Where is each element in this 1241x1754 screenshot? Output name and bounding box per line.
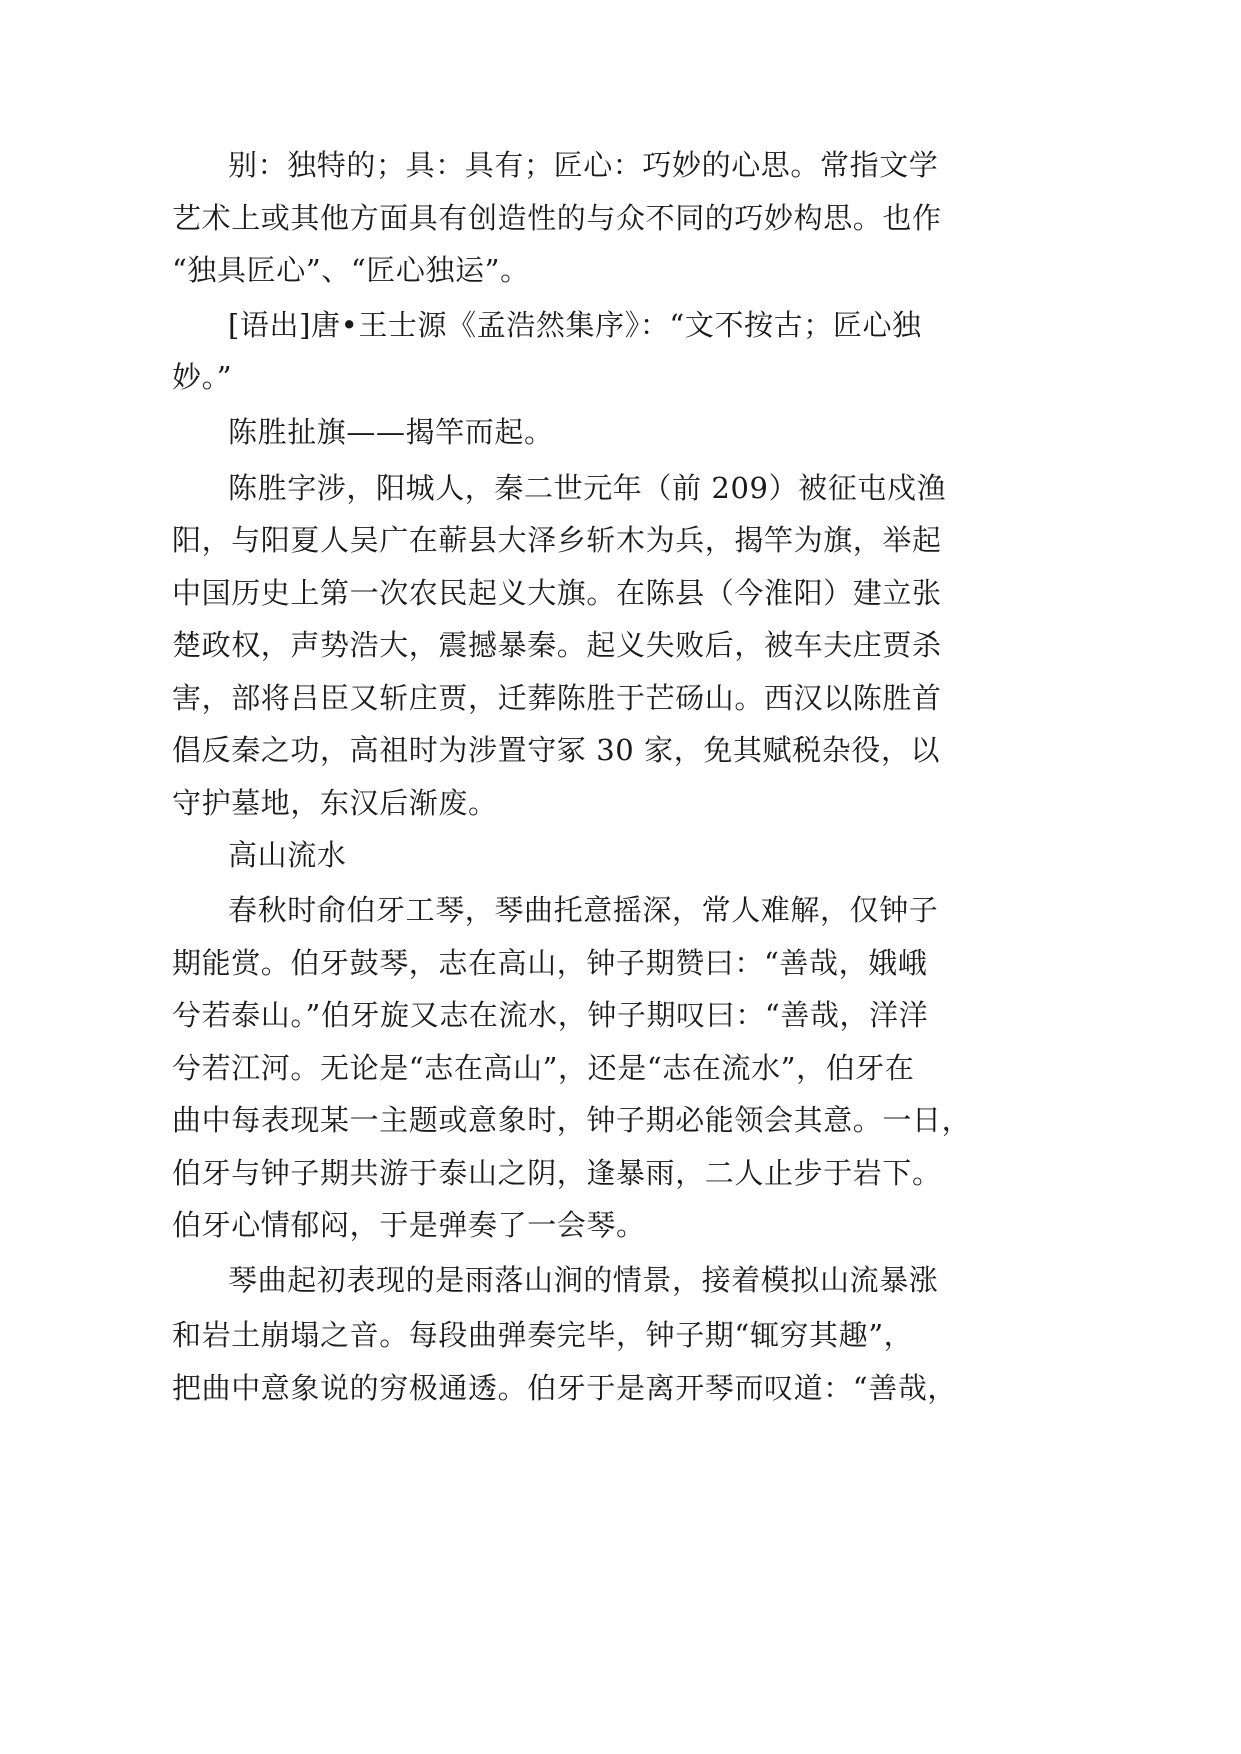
text-line: 害，部将吕臣又斩庄贾，迁葬陈胜于芒砀山。西汉以陈胜首 xyxy=(172,681,942,715)
text-line: 阳，与阳夏人吴广在蕲县大泽乡斩木为兵，揭竿为旗，举起 xyxy=(172,523,942,557)
text-line: 妙。” xyxy=(172,360,233,394)
text-line: 艺术上或其他方面具有创造性的与众不同的巧妙构思。也作 xyxy=(172,201,942,235)
text-line: 陈胜字涉，阳城人，秦二世元年（前 209）被征屯戍渔 xyxy=(228,471,947,505)
text-line: 守护墓地，东汉后渐废。 xyxy=(172,786,498,820)
text-line: 伯牙心情郁闷，于是弹奏了一会琴。 xyxy=(172,1208,646,1242)
text-line: 兮若泰山。”伯牙旋又志在流水，钟子期叹曰：“善哉，洋洋 xyxy=(172,998,929,1032)
text-line: 琴曲起初表现的是雨落山涧的情景，接着模拟山流暴涨 xyxy=(228,1263,939,1297)
text-line: 伯牙与钟子期共游于泰山之阴，逢暴雨，二人止步于岩下。 xyxy=(172,1156,942,1190)
text-line: 别：独特的；具：具有；匠心：巧妙的心思。常指文学 xyxy=(228,148,939,182)
text-line: 倡反秦之功，高祖时为涉置守冢 30 家，免其赋税杂役，以 xyxy=(172,733,941,767)
text-line: 把曲中意象说的穷极通透。伯牙于是离开琴而叹道：“善哉， xyxy=(172,1371,958,1405)
text-line: “独具匠心”、“匠心独运”。 xyxy=(172,253,530,287)
section-heading: 陈胜扯旗——揭竿而起。 xyxy=(228,415,554,449)
text-line: 楚政权，声势浩大，震撼暴秦。起义失败后，被车夫庄贾杀 xyxy=(172,628,942,662)
section-heading: 高山流水 xyxy=(228,838,347,872)
text-line: 曲中每表现某一主题或意象时，钟子期必能领会其意。一日， xyxy=(172,1103,972,1137)
text-line: 春秋时俞伯牙工琴，琴曲托意摇深，常人难解，仅钟子 xyxy=(228,893,939,927)
text-line: 兮若江河。无论是“志在高山”，还是“志在流水”，伯牙在 xyxy=(172,1051,915,1085)
text-line: 期能赏。伯牙鼓琴，志在高山，钟子期赞曰：“善哉，娥峨 xyxy=(172,946,928,980)
text-line: 和岩土崩塌之音。每段曲弹奏完毕，钟子期“辄穷其趣”， xyxy=(172,1318,914,1352)
text-line: [语出]唐•王士源《孟浩然集序》：“文不按古；匠心独 xyxy=(228,308,922,342)
text-line: 中国历史上第一次农民起义大旗。在陈县（今淮阳）建立张 xyxy=(172,576,942,610)
